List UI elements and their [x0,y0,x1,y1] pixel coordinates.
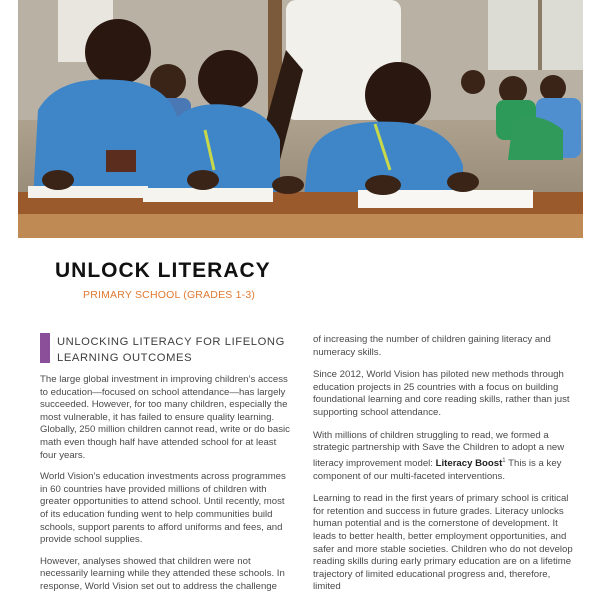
left-column [40,374,292,603]
right-column [313,334,578,604]
hero-photo [18,0,583,238]
paragraph: Learning to read in the first years of primary school is critical for retention and success in future grades. Literacy unlocks human potential and is the cornerstone of development. It leads to better health, better employment opportunities, and safer and more stable societies. Children who do not develop reading skills during early primary education are on a lifetime trajectory of limited educational progress and, therefore, limited [313,493,573,593]
paragraph: However, analyses showed that children were not necessarily learning while they attended these schools. In response, World Vision set out to address the challenge [40,555,285,592]
paragraph: The large global investment in improving children’s access to education—focused on school attendance—has largely succeeded. However, for too many children, especially the most vulnerable, it has failed to ensure quality learning. Globally, 250 million children cannot read, write or do basic math even though half have attended school for at least four years. [40,374,290,461]
page-title: UNLOCK LITERACY [55,259,271,282]
footnote-marker: 1 [502,457,506,464]
page-subtitle: PRIMARY SCHOOL (GRADES 1-3) [83,289,256,301]
section-heading-text: UNLOCKING LITERACY FOR LIFELONG LEARNING OUTCOMES [57,336,285,364]
paragraph: of increasing the number of children gaining literacy and numeracy skills. [313,334,551,358]
paragraph-text: This is a key component of our multi-faceted interventions. [313,457,562,482]
classroom-photo-illustration [18,0,583,238]
paragraph [313,430,578,484]
heading-accent-bar [40,333,50,363]
paragraph: Since 2012, World Vision has piloted new methods through education projects in 25 countries with a focus on building foundational learning and core reading skills, rather than just supporting school attendance. [313,369,570,418]
literacy-boost-term: Literacy Boost [435,457,503,469]
paragraph-text: With millions of children struggling to read, we formed a strategic partnership with Save the Children to adopt a new literacy improvement model: [313,429,565,469]
section-heading [40,333,290,365]
paragraph: World Vision’s education investments across programmes in 60 countries have provided millions of children with greater opportunities to attend school. Until recently, most of its education funding went to help communities build schools, support parents to afford uniforms and fees, and provide school supplies. [40,471,286,546]
